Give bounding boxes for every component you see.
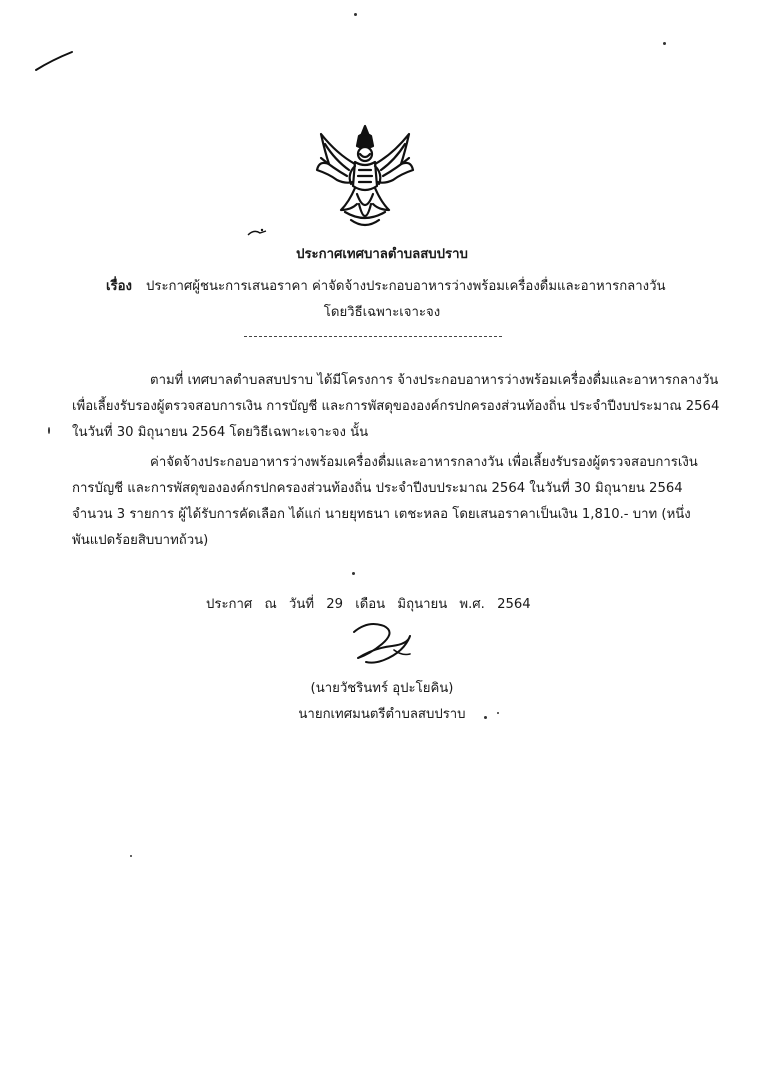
procurement-method: โดยวิธีเฉพาะเจาะจง <box>323 305 441 320</box>
paragraph2-line4: พันแปดร้อยสิบบาทถ้วน) <box>72 533 209 548</box>
scan-speck <box>130 855 132 857</box>
scan-artifact-mark <box>246 227 268 237</box>
paragraph2-line2: การบัญชี และการพัสดุขององค์กรปกครองส่วนท้องถิ่น ประจำปีงบประมาณ 2564 ในวันที่ 30 มิถุนายน 2564 <box>72 481 683 496</box>
scan-speck <box>352 572 355 575</box>
signer-name: (นายวัชรินทร์ อุปะโยคิน) <box>310 681 454 696</box>
scan-speck <box>663 42 666 45</box>
scan-speck <box>354 13 357 16</box>
announcement-date: ประกาศ ณ วันที่ 29 เดือน มิถุนายน พ.ศ. 2564 <box>206 597 531 612</box>
paragraph1-line3: ในวันที่ 30 มิถุนายน 2564 โดยวิธีเฉพาะเจาะจง นั้น <box>72 425 369 440</box>
garuda-emblem-icon <box>315 124 415 232</box>
scan-speck <box>48 427 50 434</box>
paragraph1-line2: เพื่อเลี้ยงรับรองผู้ตรวจสอบการเงิน การบัญชี และการพัสดุขององค์กรปกครองส่วนท้องถิ่น ประจำปีงบประมาณ 2564 <box>72 399 720 414</box>
signer-title: นายกเทศมนตรีตำบลสบปราบ <box>298 707 466 722</box>
subject-label: เรื่อง <box>106 279 132 294</box>
header-divider <box>244 336 502 337</box>
pen-stroke-mark <box>34 50 74 72</box>
document-title: ประกาศเทศบาลตำบลสบปราบ <box>296 247 468 262</box>
handwritten-signature <box>344 618 416 666</box>
paragraph2-line3: จำนวน 3 รายการ ผู้ได้รับการคัดเลือก ได้แก่ นายยุทธนา เตชะหลอ โดยเสนอราคาเป็นเงิน 1,810.- บาท (หนึ่ง <box>72 507 691 522</box>
paragraph2-line1: ค่าจัดจ้างประกอบอาหารว่างพร้อมเครื่องดื่มและอาหารกลางวัน เพื่อเลี้ยงรับรองผู้ตรวจสอบการเงิน <box>150 455 698 470</box>
paragraph1-line1: ตามที่ เทศบาลตำบลสบปราบ ได้มีโครงการ จ้างประกอบอาหารว่างพร้อมเครื่องดื่มและอาหารกลางวัน <box>150 373 719 388</box>
subject-text: ประกาศผู้ชนะการเสนอราคา ค่าจัดจ้างประกอบอาหารว่างพร้อมเครื่องดื่มและอาหารกลางวัน <box>146 279 666 294</box>
